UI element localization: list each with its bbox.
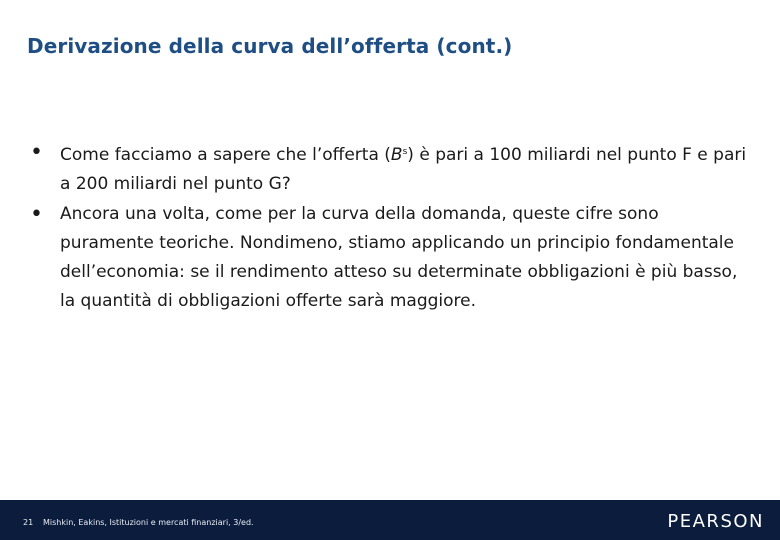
page-number: 21 <box>23 518 34 527</box>
bullet-text-after: ) è pari a 100 miliardi nel punto F e pari a 200 miliardi nel punto G? <box>60 145 747 195</box>
bullet-text-before: Come facciamo a sapere che l’offerta ( <box>60 145 391 165</box>
bullet-item <box>30 138 750 200</box>
slide-title: Derivazione della curva dell’offerta (cont.) <box>27 34 513 58</box>
footer-bar <box>0 500 780 540</box>
bullet-list <box>30 138 750 317</box>
supply-variable: B <box>390 145 403 165</box>
bullet-icon: • <box>30 201 43 227</box>
bullet-item <box>30 200 750 317</box>
source-citation: Mishkin, Eakins, Istituzioni e mercati finanziari, 3/ed. <box>43 518 254 527</box>
supply-superscript: s <box>402 147 408 157</box>
bullet-text: Ancora una volta, come per la curva della domanda, queste cifre sono puramente teoriche. Nondimeno, stiamo applicando un principio fondamentale dell’economia: se il rendimento atteso su determinate obbligazioni è più basso, la quantità di obbligazioni offerte sarà maggiore. <box>60 203 738 312</box>
bullet-icon: • <box>30 140 43 165</box>
pearson-logo: PEARSON <box>667 511 764 532</box>
